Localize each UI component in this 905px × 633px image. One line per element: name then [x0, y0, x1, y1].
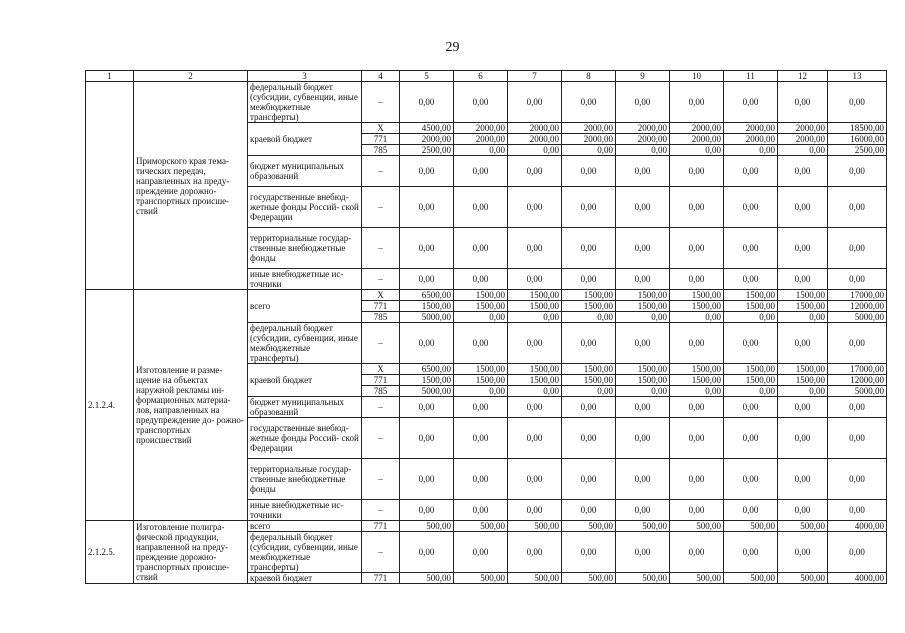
amount-cell: 6500,00 [400, 290, 454, 301]
amount-cell: 0,00 [562, 145, 616, 156]
amount-cell: 1500,00 [670, 301, 724, 312]
amount-cell: 500,00 [670, 573, 724, 584]
amount-cell: 0,00 [828, 500, 887, 521]
amount-cell: 0,00 [454, 312, 508, 323]
amount-cell: 0,00 [724, 532, 778, 573]
amount-cell: 4000,00 [828, 573, 887, 584]
amount-cell: 0,00 [562, 187, 616, 228]
amount-cell: 0,00 [828, 228, 887, 269]
amount-cell: 0,00 [616, 156, 670, 187]
amount-cell: 0,00 [562, 386, 616, 397]
funding-source-label: бюджет муниципальных образований [248, 397, 362, 418]
amount-cell: 1500,00 [508, 290, 562, 301]
amount-cell: 0,00 [562, 532, 616, 573]
amount-cell: 0,00 [508, 418, 562, 459]
amount-cell: 0,00 [400, 187, 454, 228]
amount-cell: 0,00 [400, 418, 454, 459]
funding-source-label: федеральный бюджет (субсидии, субвенции, иные межбюджетные трансферты) [248, 82, 362, 123]
amount-cell: 0,00 [778, 397, 828, 418]
amount-cell: 500,00 [400, 573, 454, 584]
amount-cell: 0,00 [670, 82, 724, 123]
amount-cell: 500,00 [724, 573, 778, 584]
amount-cell: 0,00 [778, 459, 828, 500]
amount-cell: 0,00 [400, 500, 454, 521]
amount-cell: 1500,00 [562, 375, 616, 386]
amount-cell: 2000,00 [670, 123, 724, 134]
amount-cell: 1500,00 [724, 364, 778, 375]
amount-cell: 1500,00 [724, 301, 778, 312]
amount-cell: 0,00 [400, 532, 454, 573]
amount-cell: 0,00 [616, 145, 670, 156]
amount-cell: 1500,00 [454, 301, 508, 312]
amount-cell: 0,00 [724, 269, 778, 290]
amount-cell: 0,00 [616, 418, 670, 459]
amount-cell: 4500,00 [400, 123, 454, 134]
amount-cell: 0,00 [828, 323, 887, 364]
amount-cell: 1500,00 [616, 290, 670, 301]
amount-cell: 500,00 [562, 521, 616, 532]
amount-cell: 1500,00 [778, 375, 828, 386]
item-code: 2.1.2.5. [86, 521, 134, 584]
amount-cell: 2000,00 [562, 123, 616, 134]
budget-code: X [362, 290, 400, 301]
amount-cell: 0,00 [508, 397, 562, 418]
amount-cell: 2000,00 [670, 134, 724, 145]
column-header: 11 [724, 71, 778, 82]
amount-cell: 18500,00 [828, 123, 887, 134]
budget-code: X [362, 123, 400, 134]
amount-cell: 0,00 [724, 228, 778, 269]
budget-table [85, 70, 887, 584]
budget-code: – [362, 418, 400, 459]
budget-code: – [362, 82, 400, 123]
amount-cell: 0,00 [828, 82, 887, 123]
budget-code: 771 [362, 301, 400, 312]
amount-cell: 1500,00 [724, 375, 778, 386]
amount-cell: 0,00 [616, 323, 670, 364]
amount-cell: 2000,00 [616, 123, 670, 134]
column-header: 12 [778, 71, 828, 82]
column-header: 6 [454, 71, 508, 82]
amount-cell: 0,00 [454, 269, 508, 290]
budget-code: 771 [362, 134, 400, 145]
amount-cell: 0,00 [724, 156, 778, 187]
amount-cell: 0,00 [778, 386, 828, 397]
column-header: 2 [134, 71, 248, 82]
amount-cell: 1500,00 [454, 364, 508, 375]
amount-cell: 0,00 [562, 418, 616, 459]
column-header: 7 [508, 71, 562, 82]
amount-cell: 0,00 [562, 269, 616, 290]
amount-cell: 500,00 [508, 573, 562, 584]
funding-source-label: всего [248, 290, 362, 323]
amount-cell: 0,00 [828, 269, 887, 290]
amount-cell: 2000,00 [454, 123, 508, 134]
amount-cell: 500,00 [454, 521, 508, 532]
table-row [86, 521, 887, 532]
budget-code: – [362, 500, 400, 521]
amount-cell: 0,00 [724, 418, 778, 459]
amount-cell: 12000,00 [828, 301, 887, 312]
amount-cell: 500,00 [670, 521, 724, 532]
amount-cell: 16000,00 [828, 134, 887, 145]
amount-cell: 0,00 [778, 312, 828, 323]
amount-cell: 2000,00 [778, 134, 828, 145]
amount-cell: 0,00 [454, 145, 508, 156]
column-header: 9 [616, 71, 670, 82]
amount-cell: 0,00 [616, 386, 670, 397]
amount-cell: 500,00 [508, 521, 562, 532]
amount-cell: 1500,00 [454, 375, 508, 386]
budget-code: 785 [362, 312, 400, 323]
amount-cell: 0,00 [508, 156, 562, 187]
amount-cell: 0,00 [778, 323, 828, 364]
amount-cell: 0,00 [670, 459, 724, 500]
table-row [86, 71, 887, 82]
amount-cell: 0,00 [778, 418, 828, 459]
amount-cell: 0,00 [454, 187, 508, 228]
amount-cell: 0,00 [778, 269, 828, 290]
funding-source-label: бюджет муниципальных образований [248, 156, 362, 187]
amount-cell: 0,00 [508, 312, 562, 323]
amount-cell: 1500,00 [616, 301, 670, 312]
amount-cell: 0,00 [454, 397, 508, 418]
amount-cell: 2000,00 [616, 134, 670, 145]
column-header: 8 [562, 71, 616, 82]
amount-cell: 0,00 [670, 312, 724, 323]
amount-cell: 0,00 [562, 228, 616, 269]
amount-cell: 0,00 [400, 156, 454, 187]
budget-code: 785 [362, 386, 400, 397]
amount-cell: 0,00 [562, 500, 616, 521]
amount-cell: 0,00 [508, 145, 562, 156]
funding-source-label: государственные внебюд- жетные фонды Россий- ской Федерации [248, 418, 362, 459]
amount-cell: 0,00 [670, 269, 724, 290]
amount-cell: 0,00 [778, 187, 828, 228]
amount-cell: 0,00 [670, 386, 724, 397]
amount-cell: 0,00 [828, 459, 887, 500]
amount-cell: 500,00 [724, 521, 778, 532]
amount-cell: 0,00 [454, 386, 508, 397]
amount-cell: 0,00 [828, 156, 887, 187]
amount-cell: 5000,00 [828, 386, 887, 397]
amount-cell: 0,00 [400, 397, 454, 418]
amount-cell: 0,00 [562, 397, 616, 418]
funding-source-label: федеральный бюджет (субсидии, субвенции, иные межбюджетные трансферты) [248, 532, 362, 573]
amount-cell: 0,00 [670, 418, 724, 459]
amount-cell: 2000,00 [454, 134, 508, 145]
amount-cell: 12000,00 [828, 375, 887, 386]
budget-code: 771 [362, 573, 400, 584]
amount-cell: 1500,00 [454, 290, 508, 301]
budget-code: – [362, 459, 400, 500]
amount-cell: 1500,00 [562, 364, 616, 375]
amount-cell: 0,00 [508, 323, 562, 364]
amount-cell: 500,00 [778, 521, 828, 532]
budget-code: – [362, 397, 400, 418]
amount-cell: 5000,00 [400, 386, 454, 397]
funding-source-label: федеральный бюджет (субсидии, субвенции, иные межбюджетные трансферты) [248, 323, 362, 364]
amount-cell: 1500,00 [670, 364, 724, 375]
amount-cell: 0,00 [828, 418, 887, 459]
funding-source-label: краевой бюджет [248, 123, 362, 156]
funding-source-label: всего [248, 521, 362, 532]
amount-cell: 1500,00 [670, 375, 724, 386]
amount-cell: 0,00 [616, 459, 670, 500]
amount-cell: 1500,00 [562, 290, 616, 301]
amount-cell: 0,00 [724, 397, 778, 418]
column-header: 4 [362, 71, 400, 82]
amount-cell: 0,00 [400, 459, 454, 500]
amount-cell: 1500,00 [562, 301, 616, 312]
amount-cell: 0,00 [508, 269, 562, 290]
amount-cell: 500,00 [400, 521, 454, 532]
funding-source-label: краевой бюджет [248, 364, 362, 397]
amount-cell: 0,00 [508, 386, 562, 397]
amount-cell: 0,00 [724, 459, 778, 500]
funding-source-label: территориальные государ- ственные внебюджетные фонды [248, 459, 362, 500]
amount-cell: 0,00 [454, 82, 508, 123]
amount-cell: 0,00 [508, 187, 562, 228]
budget-code: – [362, 269, 400, 290]
amount-cell: 0,00 [616, 532, 670, 573]
table-row [86, 82, 887, 123]
amount-cell: 0,00 [562, 156, 616, 187]
amount-cell: 1500,00 [508, 364, 562, 375]
amount-cell: 0,00 [724, 312, 778, 323]
amount-cell: 0,00 [562, 82, 616, 123]
amount-cell: 500,00 [562, 573, 616, 584]
budget-code: – [362, 156, 400, 187]
amount-cell: 1500,00 [778, 301, 828, 312]
amount-cell: 500,00 [616, 521, 670, 532]
amount-cell: 0,00 [454, 459, 508, 500]
amount-cell: 0,00 [508, 228, 562, 269]
amount-cell: 5000,00 [828, 312, 887, 323]
amount-cell: 0,00 [562, 312, 616, 323]
page-number: 29 [445, 40, 460, 55]
amount-cell: 0,00 [724, 386, 778, 397]
funding-source-label: иные внебюджетные ис- точники [248, 269, 362, 290]
item-title: Изготовление и разме- щение на объектах наружной рекламы ин- формационных материа- лов, направленных на предупреждение до- рожно-транспортных происшествий [134, 290, 248, 521]
amount-cell: 17000,00 [828, 364, 887, 375]
amount-cell: 0,00 [454, 500, 508, 521]
column-header: 10 [670, 71, 724, 82]
item-title: Изготовление полигра- фической продукции, направленной на преду- преждение дорожно- транспортных происше- ствий [134, 521, 248, 584]
amount-cell: 0,00 [454, 418, 508, 459]
amount-cell: 0,00 [616, 228, 670, 269]
amount-cell: 0,00 [400, 269, 454, 290]
amount-cell: 1500,00 [616, 375, 670, 386]
amount-cell: 0,00 [724, 187, 778, 228]
amount-cell: 0,00 [828, 532, 887, 573]
column-header: 3 [248, 71, 362, 82]
amount-cell: 4000,00 [828, 521, 887, 532]
amount-cell: 0,00 [778, 82, 828, 123]
column-header: 13 [828, 71, 887, 82]
amount-cell: 0,00 [616, 312, 670, 323]
amount-cell: 0,00 [454, 323, 508, 364]
amount-cell: 0,00 [778, 532, 828, 573]
amount-cell: 500,00 [454, 573, 508, 584]
amount-cell: 2000,00 [400, 134, 454, 145]
amount-cell: 0,00 [670, 228, 724, 269]
amount-cell: 0,00 [778, 228, 828, 269]
item-title: Приморского края тема- тических передач, направленных на преду- преждение дорожно- транспортных происше- ствий [134, 82, 248, 290]
amount-cell: 0,00 [562, 459, 616, 500]
amount-cell: 0,00 [616, 269, 670, 290]
amount-cell: 1500,00 [400, 375, 454, 386]
amount-cell: 0,00 [616, 500, 670, 521]
amount-cell: 1500,00 [778, 290, 828, 301]
amount-cell: 0,00 [778, 145, 828, 156]
amount-cell: 0,00 [724, 82, 778, 123]
column-header: 5 [400, 71, 454, 82]
budget-code: – [362, 187, 400, 228]
amount-cell: 0,00 [454, 228, 508, 269]
amount-cell: 1500,00 [400, 301, 454, 312]
amount-cell: 500,00 [616, 573, 670, 584]
amount-cell: 0,00 [562, 323, 616, 364]
amount-cell: 0,00 [508, 532, 562, 573]
amount-cell: 1500,00 [616, 364, 670, 375]
funding-source-label: иные внебюджетные ис- точники [248, 500, 362, 521]
amount-cell: 0,00 [724, 500, 778, 521]
amount-cell: 0,00 [778, 500, 828, 521]
budget-code: X [362, 364, 400, 375]
amount-cell: 17000,00 [828, 290, 887, 301]
amount-cell: 0,00 [508, 500, 562, 521]
amount-cell: 0,00 [616, 82, 670, 123]
amount-cell: 0,00 [828, 187, 887, 228]
amount-cell: 2000,00 [508, 123, 562, 134]
funding-source-label: краевой бюджет [248, 573, 362, 584]
amount-cell: 6500,00 [400, 364, 454, 375]
amount-cell: 2000,00 [724, 123, 778, 134]
amount-cell: 1500,00 [724, 290, 778, 301]
amount-cell: 2000,00 [724, 134, 778, 145]
amount-cell: 5000,00 [400, 312, 454, 323]
amount-cell: 2000,00 [508, 134, 562, 145]
amount-cell: 0,00 [670, 187, 724, 228]
amount-cell: 0,00 [724, 323, 778, 364]
amount-cell: 0,00 [454, 532, 508, 573]
budget-code: – [362, 532, 400, 573]
amount-cell: 0,00 [616, 187, 670, 228]
table-row [86, 290, 887, 301]
amount-cell: 0,00 [670, 323, 724, 364]
amount-cell: 500,00 [778, 573, 828, 584]
funding-source-label: территориальные государ- ственные внебюджетные фонды [248, 228, 362, 269]
amount-cell: 0,00 [454, 156, 508, 187]
amount-cell: 0,00 [670, 156, 724, 187]
amount-cell: 1500,00 [508, 301, 562, 312]
amount-cell: 0,00 [670, 500, 724, 521]
amount-cell: 0,00 [616, 397, 670, 418]
amount-cell: 0,00 [828, 397, 887, 418]
amount-cell: 2500,00 [828, 145, 887, 156]
amount-cell: 1500,00 [778, 364, 828, 375]
funding-source-label: государственные внебюд- жетные фонды Россий- ской Федерации [248, 187, 362, 228]
amount-cell: 1500,00 [508, 375, 562, 386]
amount-cell: 2000,00 [778, 123, 828, 134]
budget-code: 771 [362, 375, 400, 386]
amount-cell: 0,00 [508, 459, 562, 500]
item-code [86, 82, 134, 290]
amount-cell: 2000,00 [562, 134, 616, 145]
item-code: 2.1.2.4. [86, 290, 134, 521]
amount-cell: 0,00 [400, 323, 454, 364]
budget-code: 785 [362, 145, 400, 156]
amount-cell: 0,00 [400, 228, 454, 269]
column-header: 1 [86, 71, 134, 82]
amount-cell: 0,00 [400, 82, 454, 123]
amount-cell: 0,00 [670, 145, 724, 156]
budget-code: 771 [362, 521, 400, 532]
amount-cell: 0,00 [508, 82, 562, 123]
amount-cell: 1500,00 [670, 290, 724, 301]
amount-cell: 0,00 [724, 145, 778, 156]
budget-code: – [362, 228, 400, 269]
budget-code: – [362, 323, 400, 364]
amount-cell: 2500,00 [400, 145, 454, 156]
amount-cell: 0,00 [670, 397, 724, 418]
amount-cell: 0,00 [778, 156, 828, 187]
amount-cell: 0,00 [670, 532, 724, 573]
